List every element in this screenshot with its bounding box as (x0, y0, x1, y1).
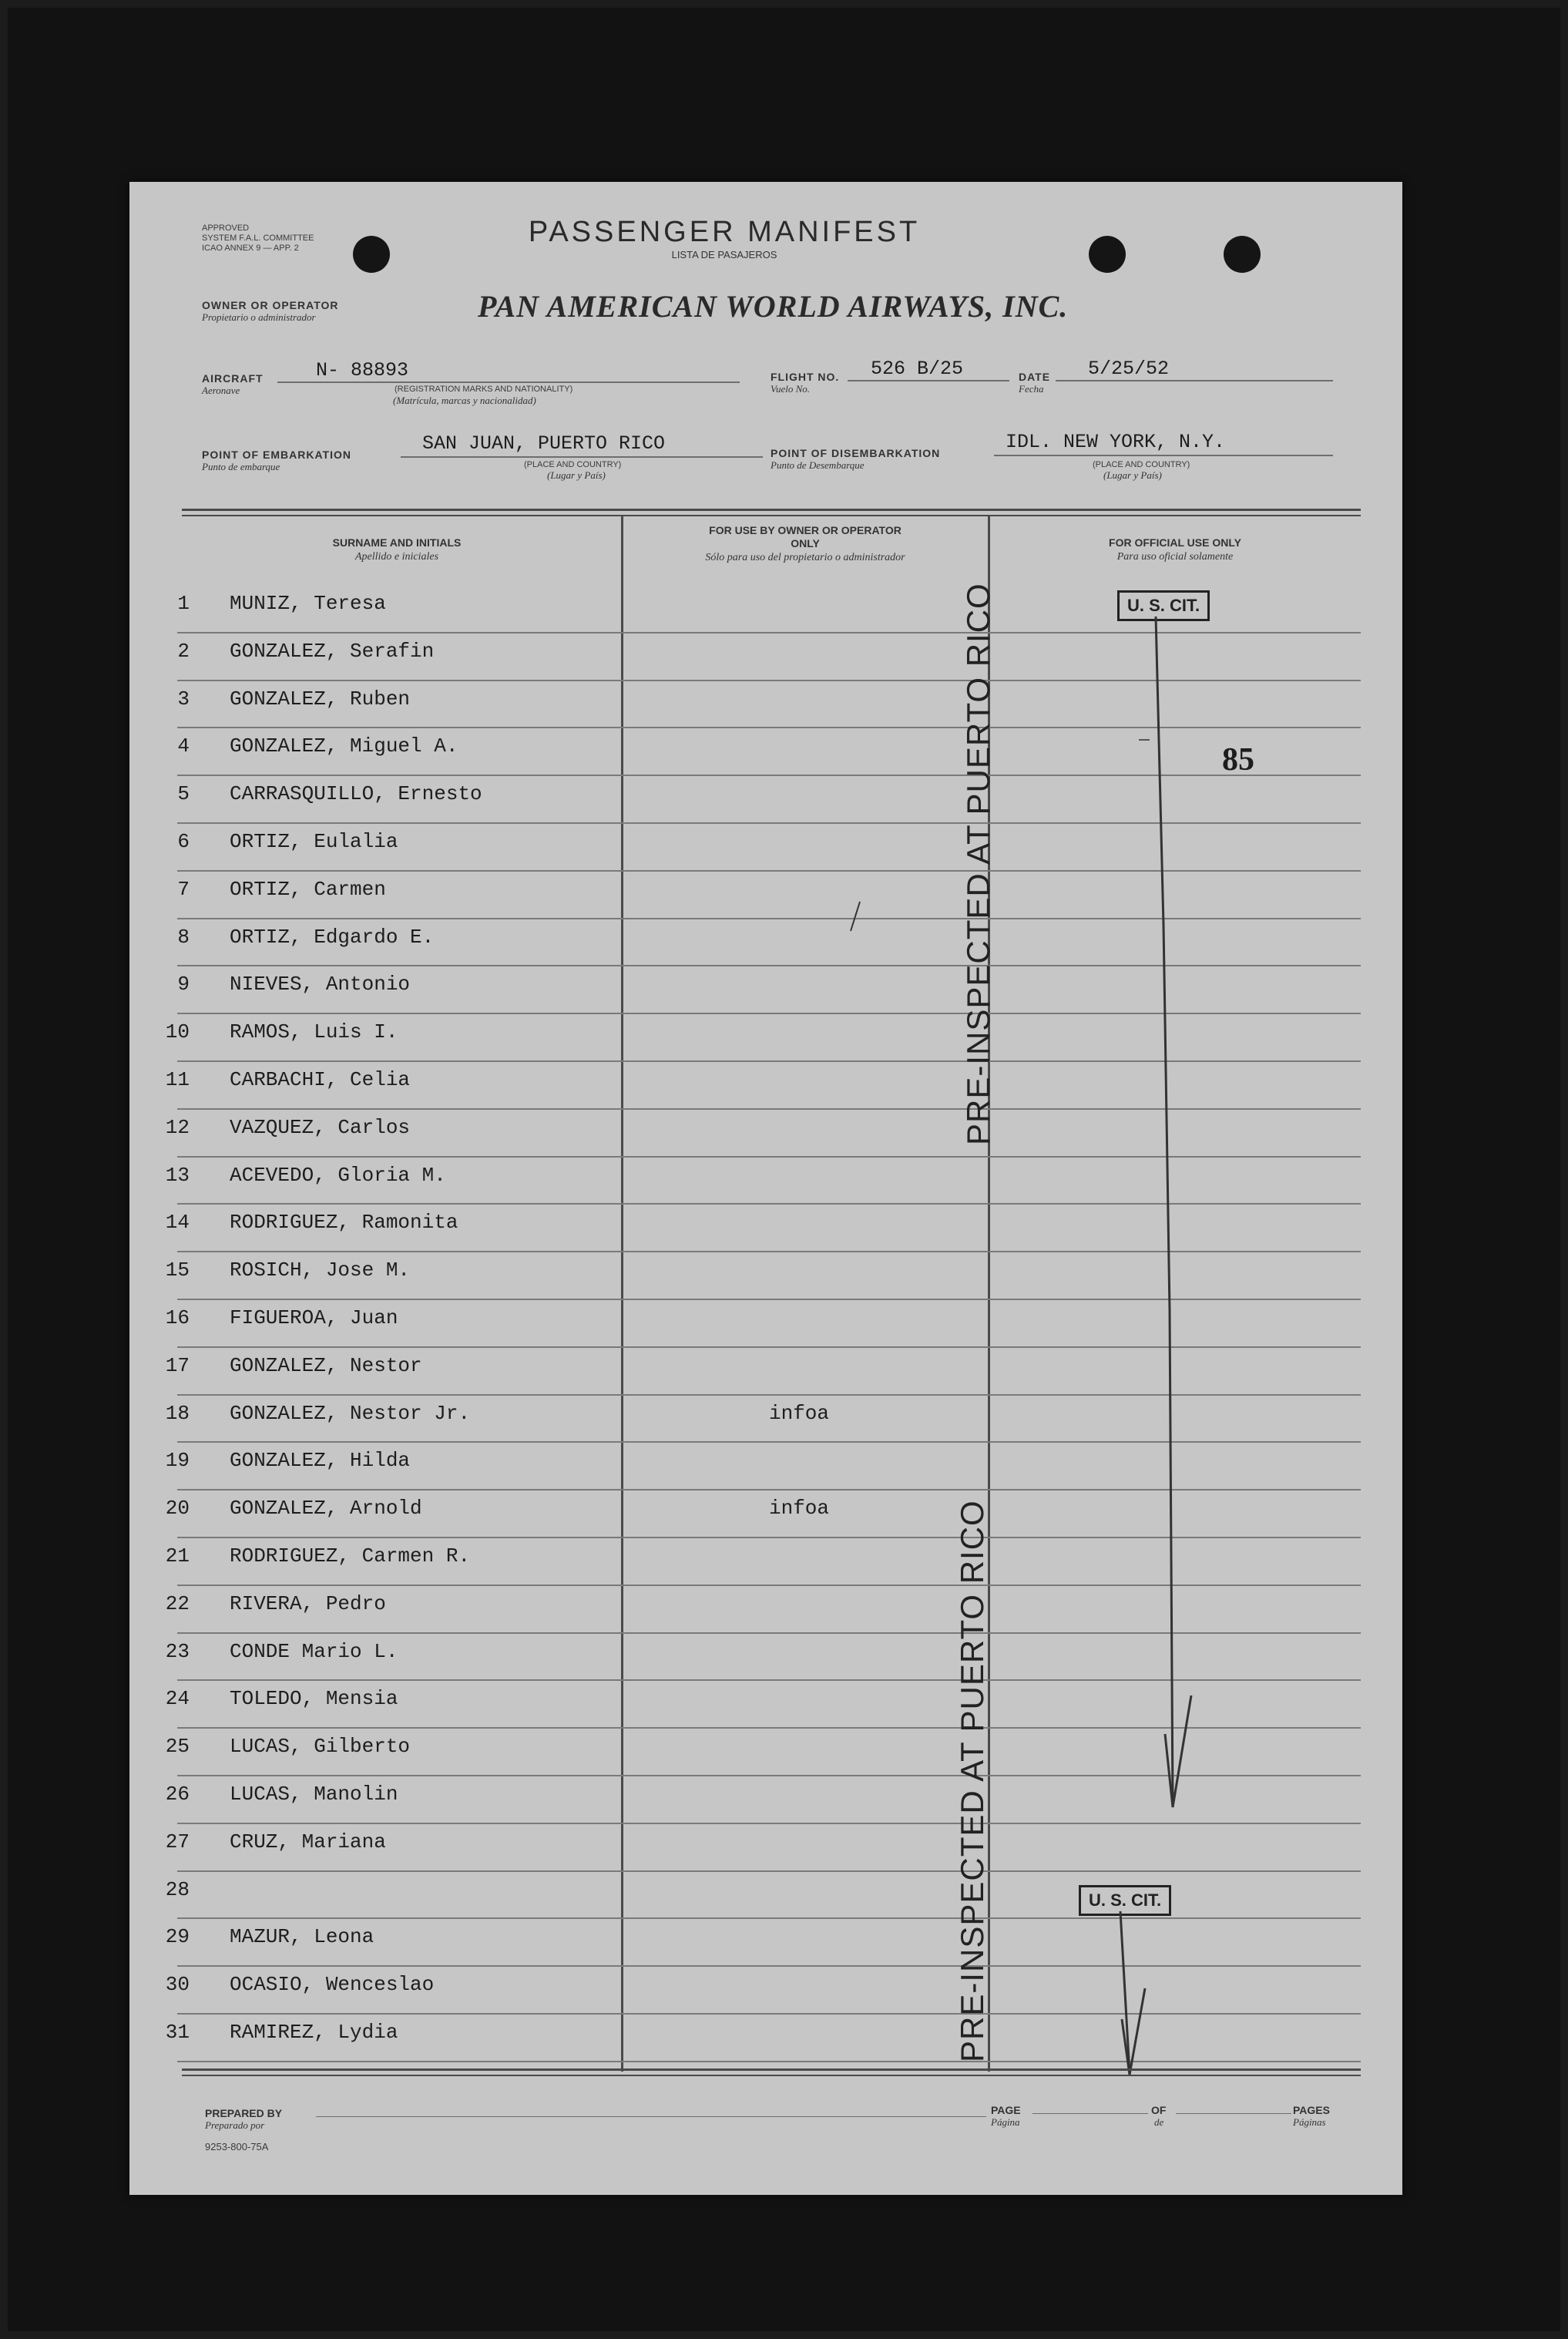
passenger-name: ROSICH, Jose M. (230, 1259, 411, 1282)
preinspected-stamp-lower: PRE-INSPECTED AT PUERTO RICO (954, 1500, 990, 2062)
form-number: 9253-800-75A (205, 2141, 269, 2152)
passenger-name: LUCAS, Manolin (230, 1783, 398, 1806)
stray-mark (851, 902, 860, 931)
row-number: 14 (165, 1211, 190, 1235)
disembark-place-note-es: (Lugar y País) (1103, 469, 1162, 481)
approval-line-2: SYSTEM F.A.L. COMMITTEE (202, 234, 314, 243)
us-cit-stamp-lower: U. S. CIT. (1079, 1885, 1171, 1916)
row-number: 16 (165, 1306, 190, 1329)
passenger-name: NIEVES, Antonio (230, 973, 411, 996)
column-header-surname-text: SURNAME AND INITIALS (332, 536, 462, 549)
approval-line-3: ICAO ANNEX 9 — APP. 2 (202, 244, 299, 253)
passenger-name: GONZALEZ, Miguel A. (230, 734, 458, 758)
passenger-name: MAZUR, Leona (230, 1925, 374, 1949)
column-header-official-use-text: FOR OFFICIAL USE ONLY (1109, 536, 1241, 549)
passenger-name: ORTIZ, Edgardo E. (230, 925, 435, 949)
pages-label: PAGES (1293, 2104, 1330, 2116)
passenger-name: MUNIZ, Teresa (230, 592, 386, 615)
owner-note: infoa (769, 1497, 830, 1521)
passenger-name: ACEVEDO, Gloria M. (230, 1163, 446, 1187)
table-bottom-rule-2 (182, 2075, 1361, 2076)
passenger-name: RAMOS, Luis I. (230, 1020, 398, 1044)
embark-label-es: Punto de embarque (202, 461, 280, 472)
passenger-name: GONZALEZ, Nestor (230, 1353, 422, 1377)
aircraft-label: AIRCRAFT (202, 372, 264, 385)
flight-label-es: Vuelo No. (771, 383, 811, 395)
passenger-name: RIVERA, Pedro (230, 1591, 386, 1615)
approval-line-1: APPROVED (202, 223, 250, 233)
row-number: 19 (165, 1449, 190, 1473)
owner-note: infoa (769, 1401, 830, 1425)
table-bottom-rule (182, 2068, 1361, 2071)
page-label-es: Página (991, 2116, 1020, 2128)
row-number: 24 (165, 1687, 190, 1711)
passenger-name: LUCAS, Gilberto (230, 1735, 411, 1759)
row-number: 23 (165, 1639, 190, 1663)
preinspected-stamp-upper: PRE-INSPECTED AT PUERTO RICO (960, 583, 996, 1145)
page-title-es: LISTA DE PASAJEROS (671, 249, 777, 260)
row-number: 9 (177, 973, 190, 996)
disembark-value: IDL. NEW YORK, N.Y. (1006, 431, 1226, 453)
us-cit-stamp-upper: U. S. CIT. (1117, 590, 1210, 621)
date-label: DATE (1019, 371, 1051, 383)
passenger-name: TOLEDO, Mensia (230, 1687, 398, 1711)
embark-place-note: (PLACE AND COUNTRY) (524, 460, 622, 469)
row-number: 10 (165, 1020, 190, 1044)
passenger-name: GONZALEZ, Arnold (230, 1497, 422, 1521)
disembark-label: POINT OF DISEMBARKATION (771, 447, 941, 459)
prepared-by-label-es: Preparado por (205, 2119, 265, 2131)
passenger-name: CARRASQUILLO, Ernesto (230, 782, 482, 806)
aircraft-value: N- 88893 (316, 359, 409, 381)
column-header-owner-use-text: FOR USE BY OWNER OR OPERATOR ONLY (709, 524, 902, 549)
column-header-owner-use-es: Sólo para uso del propietario o administrador (705, 552, 905, 563)
row-number: 30 (165, 1973, 190, 1997)
embark-value: SAN JUAN, PUERTO RICO (422, 432, 666, 455)
passenger-name: GONZALEZ, Serafin (230, 639, 435, 663)
disembark-label-es: Punto de Desembarque (771, 459, 865, 471)
column-header-surname-es: Apellido e iniciales (354, 551, 439, 563)
passenger-name: RODRIGUEZ, Carmen R. (230, 1544, 471, 1568)
date-label-es: Fecha (1019, 383, 1044, 395)
row-number: 2 (177, 639, 190, 663)
passenger-name: ORTIZ, Carmen (230, 877, 386, 901)
row-number: 13 (165, 1163, 190, 1187)
prepared-by-line (316, 2116, 986, 2117)
disembark-place-note: (PLACE AND COUNTRY) (1093, 460, 1190, 469)
row-number: 21 (165, 1544, 190, 1568)
row-number: 3 (177, 687, 190, 711)
official-number: 85 (1222, 742, 1254, 778)
passenger-name: OCASIO, Wenceslao (230, 1973, 435, 1997)
ditto-line-upper (1156, 617, 1173, 1803)
row-number: 18 (165, 1401, 190, 1425)
registration-note: (REGISTRATION MARKS AND NATIONALITY) (395, 385, 573, 394)
pages-label-es: Páginas (1293, 2116, 1326, 2128)
row-number: 15 (165, 1259, 190, 1282)
operator-name: PAN AMERICAN WORLD AIRWAYS, INC. (478, 289, 1069, 324)
row-number: 27 (165, 1830, 190, 1853)
of-label: OF (1151, 2104, 1167, 2116)
row-number: 25 (165, 1735, 190, 1759)
column-header-official-use-es: Para uso oficial solamente (1116, 551, 1234, 563)
owner-label-es: Propietario o administrador (202, 311, 316, 323)
row-number: 28 (165, 1877, 190, 1901)
row-number: 12 (165, 1115, 190, 1139)
passenger-name: CARBACHI, Celia (230, 1068, 411, 1091)
embark-place-note-es: (Lugar y País) (547, 469, 606, 481)
row-number: 22 (165, 1591, 190, 1615)
row-number: 11 (165, 1068, 190, 1091)
row-number: 1 (177, 592, 190, 615)
passenger-name: CONDE Mario L. (230, 1639, 398, 1663)
prepared-by-label: PREPARED BY (205, 2107, 283, 2119)
row-number: 17 (165, 1353, 190, 1377)
passenger-name: FIGUEROA, Juan (230, 1306, 398, 1329)
row-number: 31 (165, 2021, 190, 2044)
row-number: 5 (177, 782, 190, 806)
of-line (1176, 2113, 1291, 2114)
check-mark-upper (1165, 1695, 1191, 1807)
passenger-name: GONZALEZ, Hilda (230, 1449, 411, 1473)
owner-label: OWNER OR OPERATOR (202, 299, 339, 311)
aircraft-label-es: Aeronave (202, 385, 240, 396)
page-title: PASSENGER MANIFEST (528, 216, 921, 248)
row-number: 4 (177, 734, 190, 758)
passenger-name: ORTIZ, Eulalia (230, 830, 398, 853)
flight-label: FLIGHT NO. (771, 371, 840, 383)
row-number: 29 (165, 1925, 190, 1949)
passenger-name: GONZALEZ, Nestor Jr. (230, 1401, 471, 1425)
passenger-name: CRUZ, Mariana (230, 1830, 386, 1853)
row-number: 20 (165, 1497, 190, 1521)
of-label-es: de (1154, 2116, 1164, 2128)
page-label: PAGE (991, 2104, 1021, 2116)
row-number: 8 (177, 925, 190, 949)
passenger-name: GONZALEZ, Ruben (230, 687, 411, 711)
row-number: 6 (177, 830, 190, 853)
embark-label: POINT OF EMBARKATION (202, 449, 351, 461)
row-number: 26 (165, 1783, 190, 1806)
passenger-name: RAMIREZ, Lydia (230, 2021, 398, 2044)
passenger-name: VAZQUEZ, Carlos (230, 1115, 411, 1139)
date-value: 5/25/52 (1088, 358, 1170, 380)
page-line (1032, 2113, 1148, 2114)
passenger-name: RODRIGUEZ, Ramonita (230, 1211, 458, 1235)
row-number: 7 (177, 877, 190, 901)
registration-note-es: (Matrícula, marcas y nacionalidad) (393, 395, 536, 406)
flight-value: 526 B/25 (871, 358, 964, 380)
